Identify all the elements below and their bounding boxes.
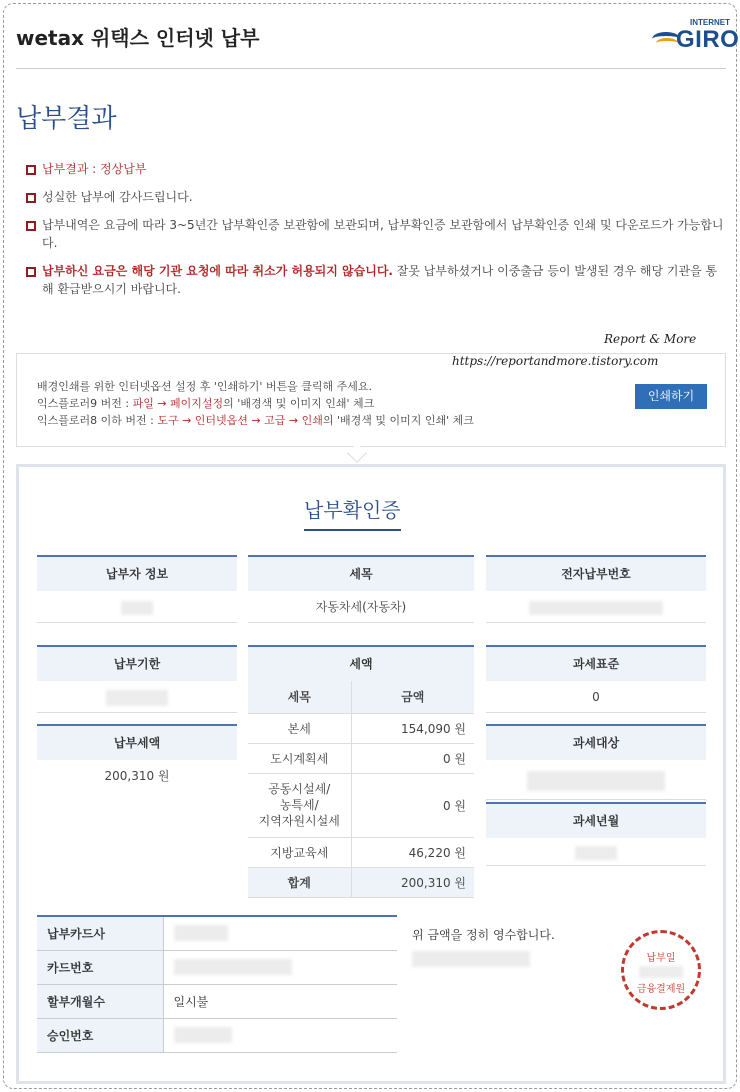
ie8-menu-path: 도구 → 인터넷옵션 → 고급 → 인쇄 xyxy=(157,414,323,427)
stamp-top-text: 납부일 xyxy=(646,953,676,964)
table-row xyxy=(37,916,397,950)
tax-total-row xyxy=(248,867,474,897)
tax-row-item: 본세 xyxy=(248,713,351,743)
logo-word: GIRO xyxy=(676,26,740,53)
notice-thanks: 성실한 납부에 감사드립니다. xyxy=(26,188,726,206)
notice-cancel-warning: 납부하신 요금은 해당 기관 요청에 따라 취소가 허용되지 않습니다. xyxy=(42,264,393,278)
tax-base-value: 0 xyxy=(486,681,706,713)
tax-base-header: 과세표준 xyxy=(486,645,706,681)
paid-tax-header: 납부세액 xyxy=(37,724,237,760)
giro-logo xyxy=(652,18,740,54)
stamp-bottom-text: 금융결제원 xyxy=(636,984,686,995)
receipt-date xyxy=(412,951,555,967)
ie9-menu-path: 파일 → 페이지설정 xyxy=(132,397,224,410)
tax-table-header-row xyxy=(248,681,474,713)
header-divider xyxy=(16,68,726,69)
logo-internet-text: INTERNET xyxy=(690,18,730,27)
card-company-label: 납부카드사 xyxy=(37,916,163,950)
notice-result: 납부결과 : 정상납부 xyxy=(26,160,726,178)
tax-total-label: 합계 xyxy=(248,867,351,897)
tax-total-amount: 200,310 원 xyxy=(351,867,474,897)
certificate-title: 납부확인증 xyxy=(304,494,401,531)
print-instructions xyxy=(37,378,474,429)
print-line-1: 배경인쇄를 위한 인터넷옵션 설정 후 '인쇄하기' 버튼을 클릭해 주세요. xyxy=(37,380,373,393)
tax-row-item: 도시계획세 xyxy=(248,743,351,773)
payer-info-header: 납부자 정보 xyxy=(37,555,237,591)
approval-number-label: 승인번호 xyxy=(37,1018,163,1052)
tax-row-amount: 0 원 xyxy=(351,773,474,837)
installment-label: 할부개월수 xyxy=(37,984,163,1018)
table-row xyxy=(248,837,474,867)
payment-stamp xyxy=(621,930,701,1010)
watermark-title: Report & More xyxy=(604,332,697,346)
due-date-header: 납부기한 xyxy=(37,645,237,681)
logo-swoosh-accent-icon xyxy=(656,38,678,48)
notice-cancel xyxy=(26,262,726,298)
table-row xyxy=(37,1018,397,1052)
e-pay-number-value xyxy=(486,591,706,623)
tax-breakdown-table xyxy=(248,681,474,898)
paid-tax-value: 200,310 원 xyxy=(104,769,170,783)
tax-item-value: 자동차세(자동차) xyxy=(248,591,474,623)
table-row xyxy=(248,713,474,743)
page-header: wetax 위택스 인터넷 납부 xyxy=(16,26,260,50)
card-info-table xyxy=(37,915,397,1053)
tax-col-amount: 금액 xyxy=(351,681,474,713)
table-row xyxy=(37,984,397,1018)
table-row xyxy=(248,773,474,837)
tax-row-item: 지방교육세 xyxy=(248,837,351,867)
receipt-statement xyxy=(412,926,555,967)
card-number-label: 카드번호 xyxy=(37,950,163,984)
table-row xyxy=(248,743,474,773)
installment-value: 일시불 xyxy=(163,984,397,1018)
stamp-date xyxy=(624,966,698,978)
tax-row-amount: 154,090 원 xyxy=(351,713,474,743)
receipt-text: 위 금액을 정히 영수합니다. xyxy=(412,928,555,942)
print-button[interactable]: 인쇄하기 xyxy=(635,384,707,409)
notice-storage: 납부내역은 요금에 따라 3~5년간 납부확인증 보관함에 보관되며, 납부확인증 보관함에서 납부확인증 인쇄 및 다운로드가 가능합니다. xyxy=(26,216,726,252)
table-row xyxy=(37,950,397,984)
tax-amount-header: 세액 xyxy=(248,645,474,681)
card-number-value xyxy=(163,950,397,984)
tax-target-value xyxy=(486,760,706,800)
page-title: 납부결과 xyxy=(16,104,117,134)
tax-year-month-header: 과세년월 xyxy=(486,802,706,838)
card-company-value xyxy=(163,916,397,950)
tax-item-header: 세목 xyxy=(248,555,474,591)
tax-col-item: 세목 xyxy=(248,681,351,713)
tax-row-amount: 46,220 원 xyxy=(351,837,474,867)
tax-target-header: 과세대상 xyxy=(486,724,706,760)
print-line-ie9: 익스플로러9 버전 : 파일 → 페이지설정의 '배경색 및 이미지 인쇄' 체크 xyxy=(37,397,375,410)
tax-row-item: 공동시설세/ 농특세/ 지역자원시설세 xyxy=(248,773,351,837)
payer-info-value xyxy=(37,591,237,623)
due-date-value xyxy=(37,681,237,713)
tax-year-month-value xyxy=(486,838,706,866)
tax-row-amount: 0 원 xyxy=(351,743,474,773)
print-instructions-box xyxy=(16,353,726,447)
watermark-url: https://reportandmore.tistory.com xyxy=(452,354,659,368)
notice-cancel-rest: 잘못 납부하셨거나 이중출금 등이 발생된 경우 해당 기관을 통해 환급받으시기 바랍니다. xyxy=(42,264,718,296)
notice-list xyxy=(26,160,726,308)
approval-number-value xyxy=(163,1018,397,1052)
e-pay-number-header: 전자납부번호 xyxy=(486,555,706,591)
print-line-ie8: 익스플로러8 이하 버전 : 도구 → 인터넷옵션 → 고급 → 인쇄의 '배경색 및 이미지 인쇄' 체크 xyxy=(37,414,474,427)
